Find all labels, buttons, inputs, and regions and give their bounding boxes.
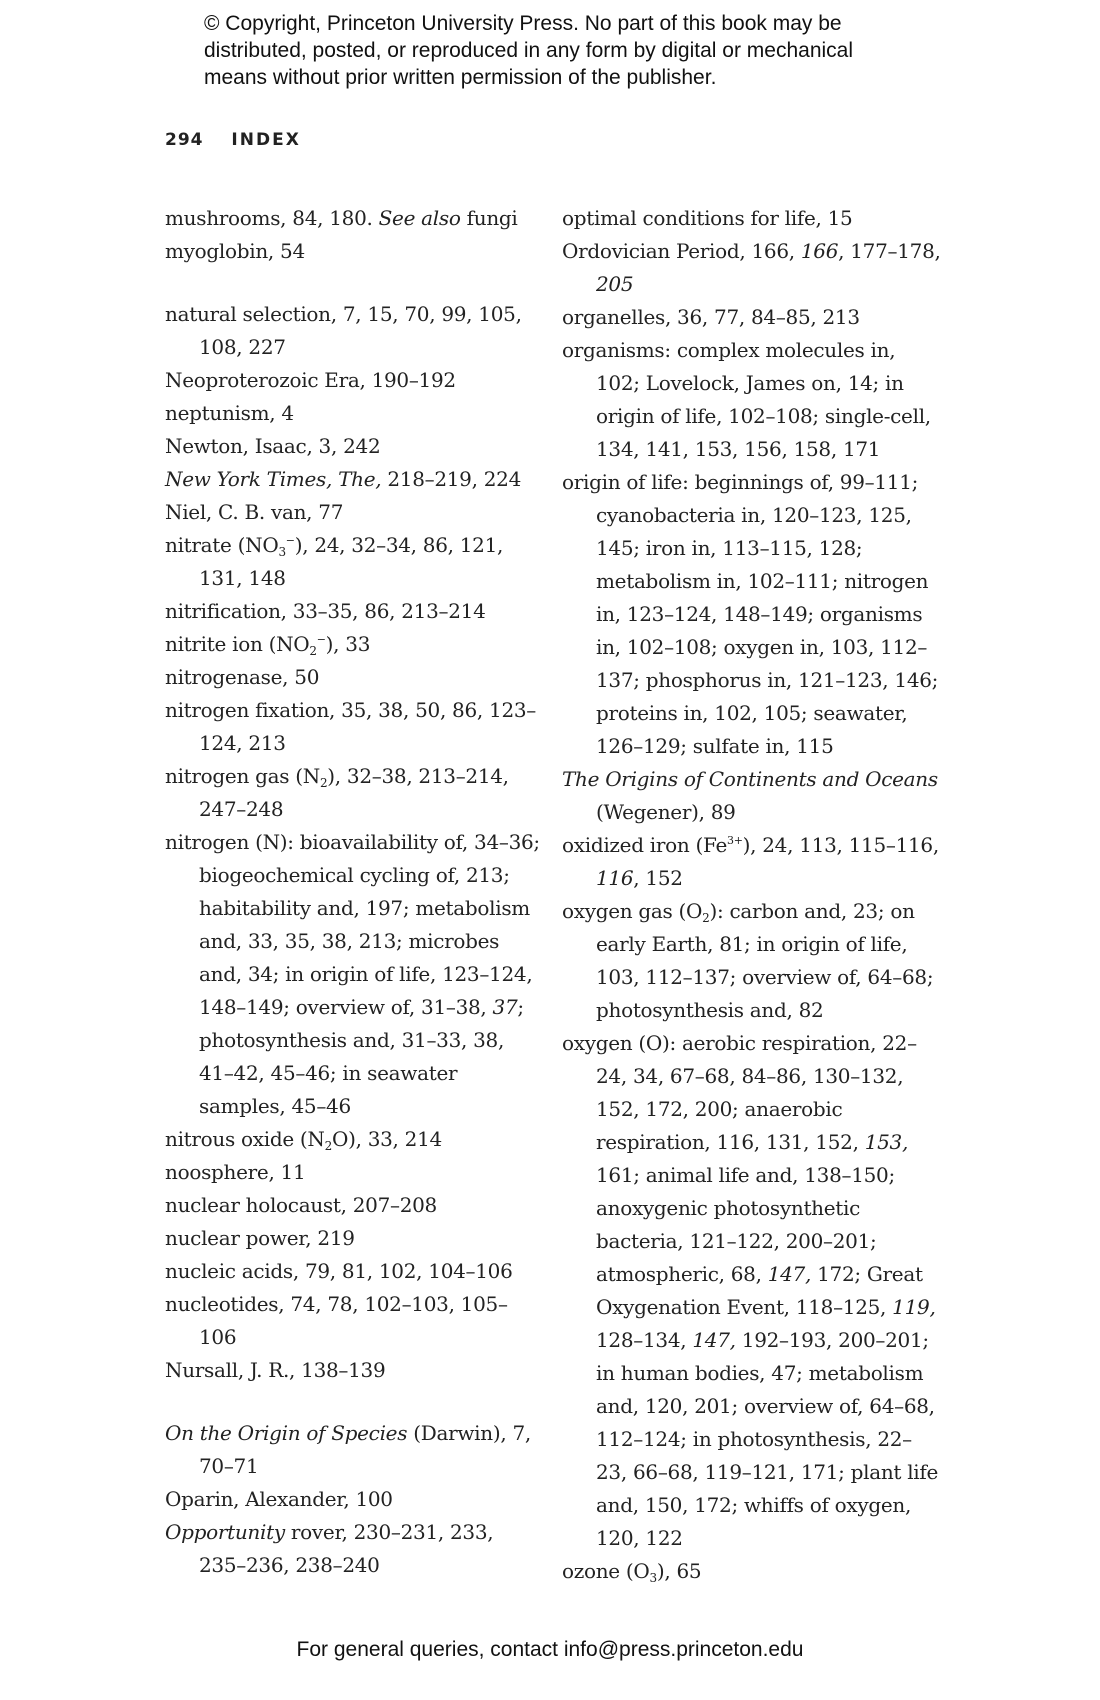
entry-text: Ordovician Period, 166, [562, 239, 801, 263]
entry-text: nitrite ion (NO [165, 632, 310, 656]
entry-text: The Origins of Continents and Oceans [562, 767, 938, 791]
entry-text: nucleotides, 74, 78, 102–103, 105–106 [165, 1292, 508, 1349]
entry-text: 166 [800, 239, 839, 263]
entry-text: 2 [324, 1139, 332, 1153]
entry-text: ), 24, 113, 115–116, [742, 833, 939, 857]
entry-text: 172; Great Oxygenation Event, 118–125, [596, 1262, 923, 1319]
index-entry [165, 1483, 540, 1516]
entry-text: Neoproterozoic Era, 190–192 [165, 368, 456, 392]
running-head [165, 130, 301, 150]
entry-text: New York Times, The, [165, 467, 382, 491]
entry-text: nitrate (NO [165, 533, 279, 557]
index-column-right [562, 202, 942, 1588]
entry-text: (Wegener), 89 [596, 800, 736, 824]
index-entry [165, 1417, 540, 1483]
index-entry [165, 1222, 540, 1255]
index-entry [165, 397, 540, 430]
index-entry [165, 430, 540, 463]
index-entry [165, 1354, 540, 1387]
entry-text: Oparin, Alexander, 100 [165, 1487, 393, 1511]
entry-text: ), 24, 32–34, 86, 121, 131, 148 [199, 533, 504, 590]
entry-text: nuclear holocaust, 207–208 [165, 1193, 437, 1217]
entry-text: nitrification, 33–35, 86, 213–214 [165, 599, 486, 623]
page-number: 294 [165, 130, 204, 150]
index-entry [165, 1255, 540, 1288]
index-entry [165, 760, 540, 826]
entry-text: ): carbon and, 23; on early Earth, 81; in origin of life, 103, 112–137; overview of, 64–68; photosynthesis and, 82 [596, 899, 934, 1022]
entry-text: optimal conditions for life, 15 [562, 206, 853, 230]
entry-text: 153, [864, 1130, 909, 1154]
entry-text: rover, 230–231, 233, 235–236, 238–240 [199, 1520, 494, 1577]
entry-text: O), 33, 214 [331, 1127, 442, 1151]
index-entry [165, 1189, 540, 1222]
entry-text: 2 [319, 776, 328, 790]
entry-text: ), 33 [325, 632, 371, 656]
footer-contact: For general queries, contact info@press.princeton.edu [296, 1638, 804, 1661]
entry-text: ), 32–38, 213–214, 247–248 [199, 764, 509, 821]
index-entry [165, 1123, 540, 1156]
entry-text: (Darwin), 7, 70–71 [199, 1421, 531, 1478]
entry-text: ozone (O [562, 1559, 650, 1583]
entry-text: Nursall, J. R., 138–139 [165, 1358, 386, 1382]
entry-text: 218–219, 224 [381, 467, 521, 491]
index-entry [165, 496, 540, 529]
entry-text: nitrogenase, 50 [165, 665, 320, 689]
entry-text: 119, [892, 1295, 936, 1319]
entry-text: noosphere, 11 [165, 1160, 306, 1184]
index-entry [562, 202, 942, 235]
index-entry [562, 466, 942, 763]
entry-text: origin of life: beginnings of, 99–111; cyanobacteria in, 120–123, 125, 145; iron in, 113–115, 128; metabolism in, 102–111; nitrogen in, 123–124, 148–149; organisms in, 102–108; oxygen in, 103, 112–137; phosphorus in, 121–123, 146; proteins in, 102, 105; seawater, 126–129; sulfate in, 115 [562, 470, 939, 758]
entry-text: nitrogen (N): bioavailability of, 34–36; biogeochemical cycling of, 213; habitability and, 197; metabolism and, 33, 35, 38, 213; microbes and, 34; in origin of life, 123–124, 148–149; overview of, 31–38, [165, 830, 540, 1019]
index-entry [165, 826, 540, 1123]
index-entry [562, 235, 942, 301]
entry-text: nitrogen fixation, 35, 38, 50, 86, 123–124, 213 [165, 698, 536, 755]
entry-text: 128–134, [596, 1328, 693, 1352]
copyright-notice [204, 10, 924, 91]
entry-group-gap [165, 268, 540, 298]
index-entry [165, 202, 540, 235]
entry-text: − [285, 534, 295, 547]
index-entry [562, 1027, 942, 1555]
index-entry [165, 463, 540, 496]
entry-text: myoglobin, 54 [165, 239, 305, 263]
entry-group-gap [165, 1387, 540, 1417]
entry-text: mushrooms, 84, 180. [165, 206, 379, 230]
entry-text: oxidized iron (Fe [562, 833, 728, 857]
entry-text: On the Origin of Species [165, 1421, 408, 1445]
index-entry [562, 1555, 942, 1588]
entry-text: 3 [649, 1571, 657, 1585]
index-entry [165, 364, 540, 397]
entry-text: 192–193, 200–201; in human bodies, 47; metabolism and, 120, 201; overview of, 64–68, 112–124; in photosynthesis, 22–23, 66–68, 119–121, 171; plant life and, 150, 172; whiffs of oxygen, 120, 122 [596, 1328, 939, 1550]
entry-text: nuclear power, 219 [165, 1226, 355, 1250]
index-entry [562, 895, 942, 1027]
index-entry [165, 694, 540, 760]
index-entry [562, 763, 942, 829]
entry-text: − [316, 633, 326, 646]
index-entry [165, 1516, 540, 1582]
index-entry [562, 334, 942, 466]
index-entry [165, 661, 540, 694]
index-entry [165, 1156, 540, 1189]
index-entry [165, 298, 540, 364]
index-entry [165, 628, 540, 661]
entry-text: organisms: complex molecules in, 102; Lovelock, James on, 14; in origin of life, 102–108; single-cell, 134, 141, 153, 156, 158, 171 [562, 338, 931, 461]
copyright-line: distributed, posted, or reproduced in any form by digital or mechanical [204, 39, 854, 62]
entry-text: natural selection, 7, 15, 70, 99, 105, 108, 227 [165, 302, 522, 359]
section-title: INDEX [231, 130, 301, 150]
index-column-left [165, 202, 540, 1582]
entry-text: organelles, 36, 77, 84–85, 213 [562, 305, 860, 329]
entry-text: 3+ [727, 834, 743, 847]
entry-text: oxygen (O): aerobic respiration, 22–24, 34, 67–68, 84–86, 130–132, 152, 172, 200; anaerobic respiration, 116, 131, 152, [562, 1031, 917, 1154]
entry-text: nucleic acids, 79, 81, 102, 104–106 [165, 1259, 513, 1283]
index-entry [165, 1288, 540, 1354]
entry-text: ; photosynthesis and, 31–33, 38, 41–42, 45–46; in seawater samples, 45–46 [199, 995, 524, 1118]
entry-text: oxygen gas (O [562, 899, 703, 923]
entry-text: Opportunity [165, 1520, 285, 1544]
entry-text: 161; animal life and, 138–150; anoxygenic photosynthetic bacteria, 121–122, 200–201; atmospheric, 68, [596, 1163, 895, 1286]
entry-text: Newton, Isaac, 3, 242 [165, 434, 381, 458]
copyright-line: © Copyright, Princeton University Press. No part of this book may be [204, 12, 842, 35]
entry-text: 2 [309, 644, 317, 658]
copyright-line: means without prior written permission of the publisher. [204, 66, 717, 89]
entry-text: 147, [767, 1262, 812, 1286]
index-entry [562, 301, 942, 334]
entry-text: , 152 [633, 866, 683, 890]
entry-text: fungi [460, 206, 518, 230]
entry-text: 2 [702, 911, 710, 925]
index-entry [165, 529, 540, 595]
index-entry [165, 595, 540, 628]
index-entry [165, 235, 540, 268]
entry-text: , 177–178, [838, 239, 941, 263]
entry-text: 147, [692, 1328, 736, 1352]
entry-text: nitrogen gas (N [165, 764, 320, 788]
entry-text: 205 [596, 272, 634, 296]
entry-text: nitrous oxide (N [165, 1127, 325, 1151]
entry-text: ), 65 [656, 1559, 702, 1583]
entry-text: See also [378, 206, 461, 230]
index-entry [562, 829, 942, 895]
entry-text: 116 [596, 866, 634, 890]
entry-text: 3 [278, 545, 286, 559]
entry-text: neptunism, 4 [165, 401, 294, 425]
entry-text: 37 [492, 995, 518, 1019]
entry-text: Niel, C. B. van, 77 [165, 500, 344, 524]
